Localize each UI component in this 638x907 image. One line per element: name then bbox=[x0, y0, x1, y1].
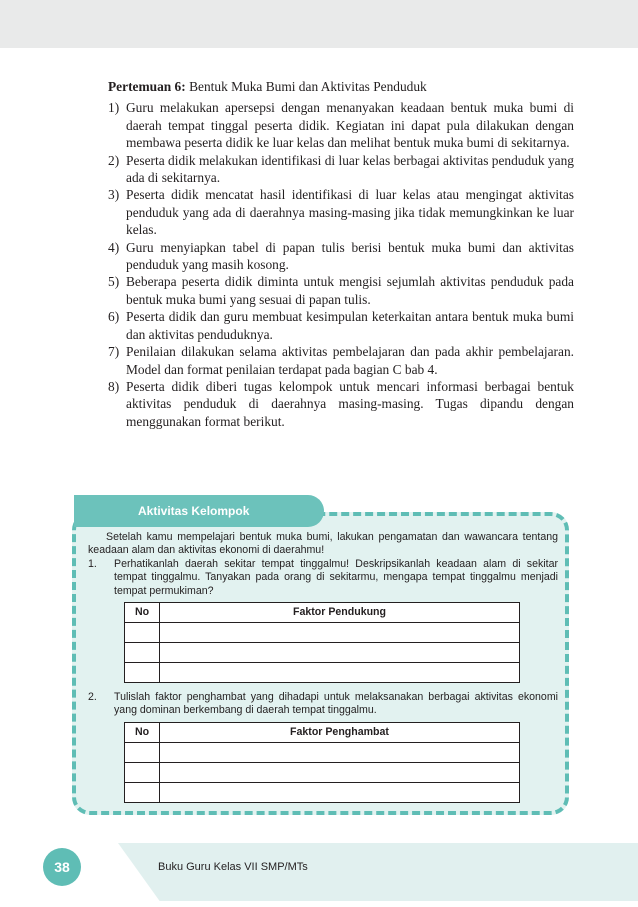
question-text: Tulislah faktor penghambat yang dihadapi untuk melaksanakan berbagai aktivitas ekonomi yang dominan berkembang di daerah tempat tinggalmu. bbox=[114, 691, 558, 717]
header-band bbox=[0, 0, 638, 48]
book-title: Buku Guru Kelas VII SMP/MTs bbox=[158, 861, 308, 873]
list-item bbox=[108, 308, 574, 343]
step-text: Peserta didik dan guru membuat kesimpulan keterkaitan antara bentuk muka bumi dan aktivitas penduduknya. bbox=[126, 309, 574, 342]
table-header-row bbox=[125, 603, 520, 623]
step-number: 4) bbox=[108, 239, 120, 255]
step-text: Peserta didik mencatat hasil identifikasi di luar kelas atau mengingat aktivitas penduduk yang ada di daerahnya masing-masing jika tidak memungkinkan ke luar kelas. bbox=[126, 187, 574, 238]
meeting-heading bbox=[108, 78, 574, 95]
table-cell[interactable] bbox=[125, 762, 160, 782]
step-number: 6) bbox=[108, 309, 120, 325]
table-row bbox=[125, 623, 520, 643]
table-cell[interactable] bbox=[125, 742, 160, 762]
question-1 bbox=[88, 558, 558, 598]
step-text: Guru menyiapkan tabel di papan tulis berisi bentuk muka bumi dan aktivitas penduduk yang masih kosong. bbox=[126, 239, 574, 273]
list-item bbox=[108, 343, 574, 378]
table-header-row bbox=[125, 722, 520, 742]
question-2 bbox=[88, 691, 558, 718]
step-list bbox=[108, 99, 574, 430]
step-text: Beberapa peserta didik diminta untuk mengisi sejumlah aktivitas penduduk pada bentuk muka bumi yang sesuai di papan tulis. bbox=[126, 274, 574, 307]
table-cell[interactable] bbox=[160, 663, 520, 683]
table-cell[interactable] bbox=[125, 782, 160, 802]
table-cell[interactable] bbox=[160, 742, 520, 762]
activity-intro: Setelah kamu mempelajari bentuk muka bumi, lakukan pengamatan dan wawancara tentang keadaan alam dan aktivitas ekonomi di daerahmu! bbox=[88, 531, 558, 557]
step-text: Guru melakukan apersepsi dengan menanyakan keadaan bentuk muka bumi di daerah tempat tinggal peserta didik. Kegiatan ini dapat pula dilakukan dengan membawa peserta didik ke luar kelas dan melihat bentuk muka bumi di sekitarnya. bbox=[126, 100, 574, 151]
table-cell[interactable] bbox=[160, 623, 520, 643]
page-number: 38 bbox=[43, 848, 81, 886]
meeting-title: Bentuk Muka Bumi dan Aktivitas Penduduk bbox=[189, 79, 427, 94]
question-number: 1. bbox=[88, 557, 97, 570]
column-header-factor: Faktor Pendukung bbox=[160, 603, 520, 623]
table-row bbox=[125, 742, 520, 762]
step-number: 1) bbox=[108, 100, 120, 116]
table-row bbox=[125, 762, 520, 782]
table-cell[interactable] bbox=[125, 663, 160, 683]
activity-tab: Aktivitas Kelompok bbox=[74, 495, 324, 527]
step-text: Peserta didik diberi tugas kelompok untuk mencari informasi berbagai bentuk aktivitas penduduk di daerahnya masing-masing. Tugas dipandu dengan menggunakan format berikut. bbox=[126, 378, 574, 429]
list-item bbox=[108, 152, 574, 187]
list-item bbox=[108, 239, 574, 274]
question-text: Perhatikanlah daerah sekitar tempat tinggalmu! Deskripsikanlah keadaan alam di sekitar tempat tinggalmu. Tanyakan pada orang di sekitarmu, mengapa tempat tinggalmu menjadi tempat permukiman? bbox=[114, 557, 558, 597]
step-number: 2) bbox=[108, 152, 120, 168]
table-cell[interactable] bbox=[125, 643, 160, 663]
supporting-factor-table bbox=[124, 602, 520, 683]
table-cell[interactable] bbox=[160, 762, 520, 782]
step-number: 8) bbox=[108, 378, 120, 394]
list-item bbox=[108, 186, 574, 238]
table-row bbox=[125, 643, 520, 663]
meeting-section bbox=[108, 78, 574, 430]
table-row bbox=[125, 782, 520, 802]
meeting-label: Pertemuan 6: bbox=[108, 79, 186, 94]
step-number: 5) bbox=[108, 274, 120, 290]
inhibiting-factor-table bbox=[124, 722, 520, 803]
step-text: Penilaian dilakukan selama aktivitas pembelajaran dan pada akhir pembelajaran. Model dan format penilaian terdapat pada bagian C bab 4. bbox=[126, 344, 574, 377]
activity-content bbox=[88, 531, 558, 803]
step-number: 7) bbox=[108, 344, 120, 360]
question-number: 2. bbox=[88, 691, 97, 704]
column-header-factor: Faktor Penghambat bbox=[160, 722, 520, 742]
table-cell[interactable] bbox=[125, 623, 160, 643]
step-number: 3) bbox=[108, 187, 120, 203]
table-row bbox=[125, 663, 520, 683]
list-item bbox=[108, 99, 574, 151]
list-item bbox=[108, 273, 574, 308]
column-header-no: No bbox=[125, 603, 160, 623]
step-text: Peserta didik melakukan identifikasi di luar kelas berbagai aktivitas penduduk yang ada di sekitarnya. bbox=[126, 152, 574, 186]
table-cell[interactable] bbox=[160, 643, 520, 663]
list-item bbox=[108, 378, 574, 430]
column-header-no: No bbox=[125, 722, 160, 742]
table-cell[interactable] bbox=[160, 782, 520, 802]
